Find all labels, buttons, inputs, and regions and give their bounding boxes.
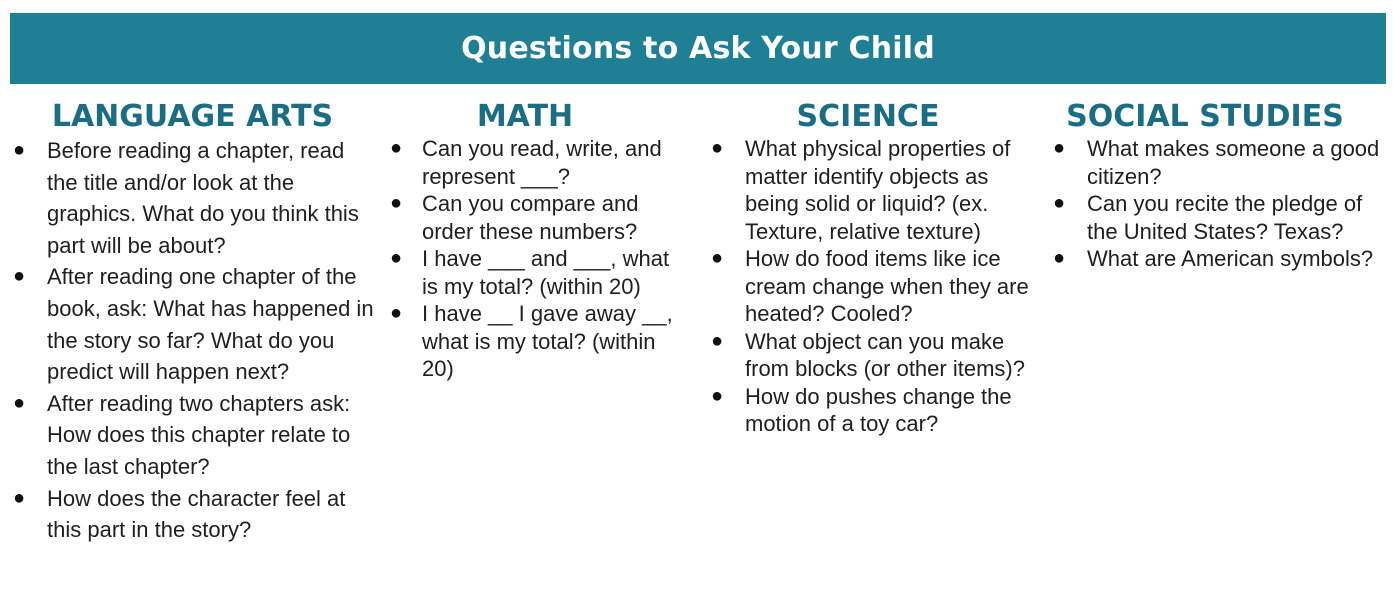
list-item [385,245,690,300]
question-text: I have ___ and ___, what is my total? (within 20) [422,246,670,299]
column-heading: MATH [476,99,574,134]
question-text: Can you read, write, and represent ___? [422,136,662,189]
bullet-icon: ● [711,384,724,407]
list-item [10,135,380,261]
list-item [10,261,380,387]
list-item [10,388,380,483]
question-text: How do food items like ice cream change when they are heated? Cooled? [745,246,1029,326]
bullet-icon: ● [390,302,403,324]
list-item [708,245,1038,328]
question-text: After reading two chapters ask: How does this chapter relate to the last chapter? [47,390,351,479]
page-title: Questions to Ask Your Child [461,31,935,66]
bullet-icon: ● [13,265,26,288]
bullet-icon: ● [1053,192,1066,214]
question-list [1050,135,1380,273]
question-text: I have __ I gave away __, what is my total? (within 20) [422,301,673,381]
list-item [1050,245,1380,273]
list-item [385,300,690,383]
list-item [1050,135,1380,190]
bullet-icon: ● [390,247,403,269]
question-text: How do pushes change the motion of a toy car? [745,383,1012,436]
question-list [708,135,1038,438]
column-heading: SCIENCE [796,99,940,134]
question-list [385,135,690,383]
list-item [708,135,1038,245]
question-text: How does the character feel at this part in the story? [47,485,346,543]
question-text: After reading one chapter of the book, ask: What has happened in the story so far? What do you predict will happen next? [47,264,374,385]
title-banner [10,13,1386,84]
list-item [708,383,1038,438]
list-item [385,135,690,190]
bullet-icon: ● [1053,247,1066,269]
column-science [708,98,1038,438]
bullet-icon: ● [711,247,724,269]
question-text: Can you compare and order these numbers? [422,191,639,244]
bullet-icon: ● [711,137,724,159]
question-list [10,135,380,546]
column-heading: LANGUAGE ARTS [51,99,334,134]
question-text: What object can you make from blocks (or other items)? [745,328,1025,381]
bullet-icon: ● [711,329,724,352]
list-item [10,483,380,546]
question-text: Can you recite the pledge of the United States? Texas? [1087,191,1363,244]
list-item [708,328,1038,383]
question-text: What makes someone a good citizen? [1087,136,1380,189]
question-text: Before reading a chapter, read the title and/or look at the graphics. What do you think this part will be about? [47,138,359,258]
list-item [1050,190,1380,245]
bullet-icon: ● [390,192,403,214]
bullet-icon: ● [13,486,26,509]
bullet-icon: ● [390,137,403,159]
question-text: What physical properties of matter identify objects as being solid or liquid? (ex. Texture, relative texture) [745,136,1011,244]
column-heading: SOCIAL STUDIES [1066,99,1344,134]
bullet-icon: ● [1053,137,1066,159]
bullet-icon: ● [13,139,26,161]
column-language-arts [10,98,380,546]
bullet-icon: ● [13,391,26,414]
list-item [385,190,690,245]
column-social-studies [1050,98,1380,273]
question-text: What are American symbols? [1087,246,1374,271]
column-math [385,98,690,383]
